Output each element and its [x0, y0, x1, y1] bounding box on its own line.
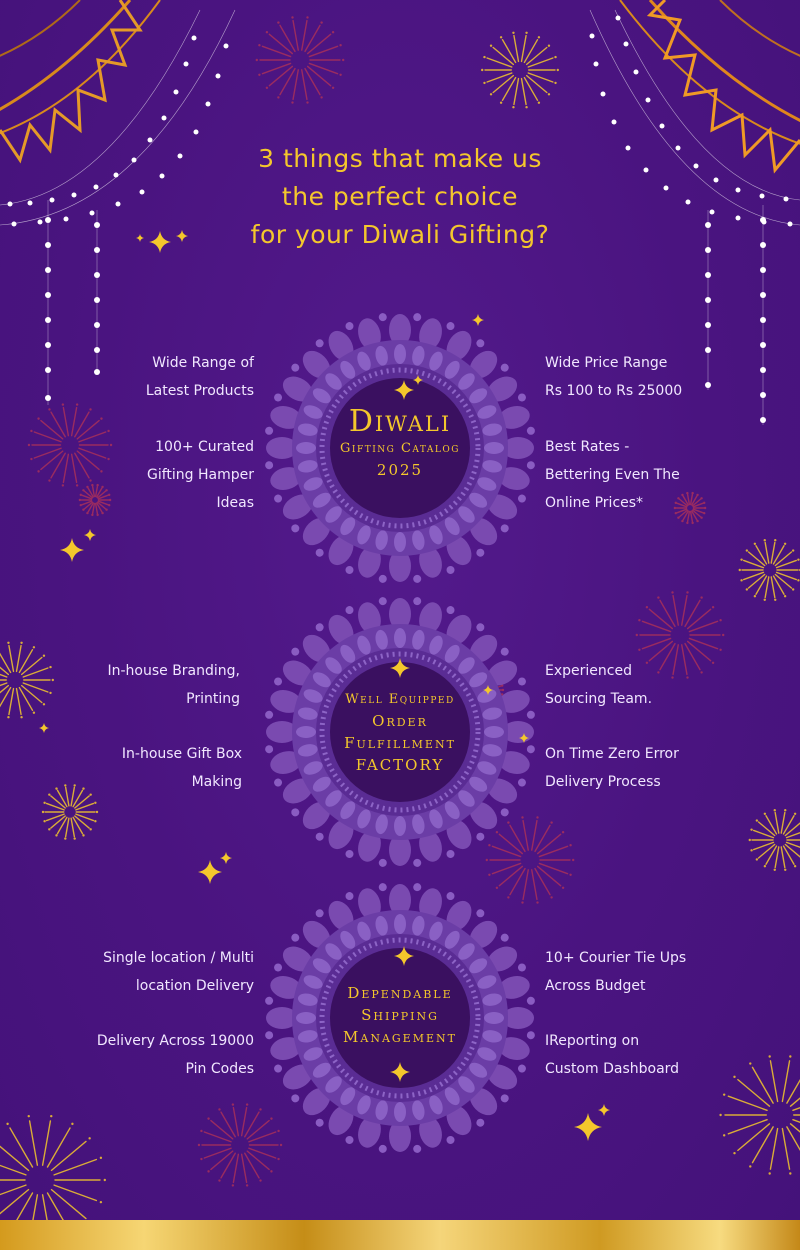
- firework-icon: [198, 1103, 282, 1186]
- title-line: Dependable: [347, 984, 453, 1002]
- firework-icon: [79, 484, 112, 516]
- sparkle-icon: [220, 852, 232, 864]
- firework-icon: [749, 809, 800, 871]
- feature-text: Gifting Hamper: [146, 467, 254, 483]
- title-line: Gifting Catalog: [340, 441, 460, 456]
- firework-icon: [42, 784, 98, 840]
- section-1-left-bottom: [147, 433, 254, 517]
- feature-text: 10+ Courier Tie Ups: [545, 950, 687, 966]
- feature-text: Online Prices*: [545, 495, 644, 511]
- feature-text: Wide Range of: [152, 355, 254, 371]
- section-2-title: [300, 690, 500, 776]
- section-3-title: [300, 982, 500, 1048]
- feature-text: Delivery Across 19000: [96, 1033, 254, 1049]
- section-1-right-bottom: [545, 433, 680, 517]
- title-line: FACTORY: [355, 756, 445, 774]
- feature-text: On Time Zero Error: [545, 746, 679, 762]
- sparkle-icon: [60, 538, 84, 562]
- section-2-right-top: [545, 657, 652, 713]
- headline-line-2: the perfect choice: [281, 182, 519, 211]
- feature-text: Latest Products: [145, 383, 254, 399]
- headline-line-1: 3 things that make us: [258, 144, 542, 173]
- bunting-left-icon: [0, 0, 160, 160]
- gold-footer-bar: [0, 1220, 800, 1250]
- firework-icon: [256, 16, 345, 103]
- feature-text: IReporting on: [545, 1033, 640, 1049]
- section-3-right-top: [545, 944, 686, 1000]
- firework-icon: [481, 32, 559, 109]
- feature-text: In-house Gift Box: [121, 746, 242, 762]
- section-3-left-top: [103, 944, 254, 1000]
- feature-text: Across Budget: [545, 978, 646, 994]
- feature-text: Pin Codes: [185, 1061, 254, 1077]
- feature-text: In-house Branding,: [107, 663, 240, 679]
- section-3-right-bottom: [545, 1027, 679, 1083]
- section-1-right-top: [545, 349, 682, 405]
- headline: [150, 140, 650, 254]
- title-line: 2025: [376, 461, 424, 479]
- firework-icon: [28, 403, 112, 486]
- feature-text: Delivery Process: [545, 774, 661, 790]
- section-2-right-bottom: [545, 740, 679, 796]
- title-line: Fulfillment: [344, 734, 456, 752]
- sparkle-icon: [136, 234, 144, 242]
- section-2-left-top: [107, 657, 240, 713]
- title-line: Diwali: [348, 404, 452, 439]
- sparkle-icon: [84, 529, 96, 541]
- feature-text: Bettering Even The: [545, 467, 680, 483]
- title-line: Shipping: [361, 1006, 439, 1024]
- firework-icon: [486, 816, 575, 903]
- sparkle-icon: [598, 1104, 610, 1116]
- feature-text: Making: [191, 774, 242, 790]
- feature-text: location Delivery: [135, 978, 254, 994]
- title-line: Order: [372, 712, 428, 730]
- firework-icon: [0, 642, 54, 719]
- headline-line-3: for your Diwali Gifting?: [250, 220, 550, 249]
- feature-text: Printing: [186, 691, 240, 707]
- feature-text: Custom Dashboard: [545, 1061, 680, 1077]
- feature-text: Sourcing Team.: [545, 691, 653, 707]
- feature-text: 100+ Curated: [155, 439, 254, 455]
- sparkle-icon: [198, 860, 222, 884]
- feature-text: Experienced: [545, 663, 632, 679]
- sparkle-icon: [39, 723, 49, 733]
- firework-icon: [739, 539, 800, 601]
- feature-text: Wide Price Range: [545, 355, 668, 371]
- section-3-left-bottom: [97, 1027, 254, 1083]
- section-1-title: [300, 405, 500, 481]
- title-line: Well Equipped: [345, 692, 455, 707]
- feature-text: Best Rates -: [545, 439, 630, 455]
- sparkle-icon: [472, 314, 484, 326]
- firework-icon: [719, 1055, 800, 1174]
- section-1-left-top: [146, 349, 254, 405]
- feature-text: Ideas: [216, 495, 254, 511]
- title-line: Management: [343, 1028, 457, 1046]
- section-2-left-bottom: [122, 740, 242, 796]
- feature-text: Single location / Multi: [103, 950, 254, 966]
- sparkle-icon: [574, 1113, 602, 1141]
- feature-text: Rs 100 to Rs 25000: [545, 383, 683, 399]
